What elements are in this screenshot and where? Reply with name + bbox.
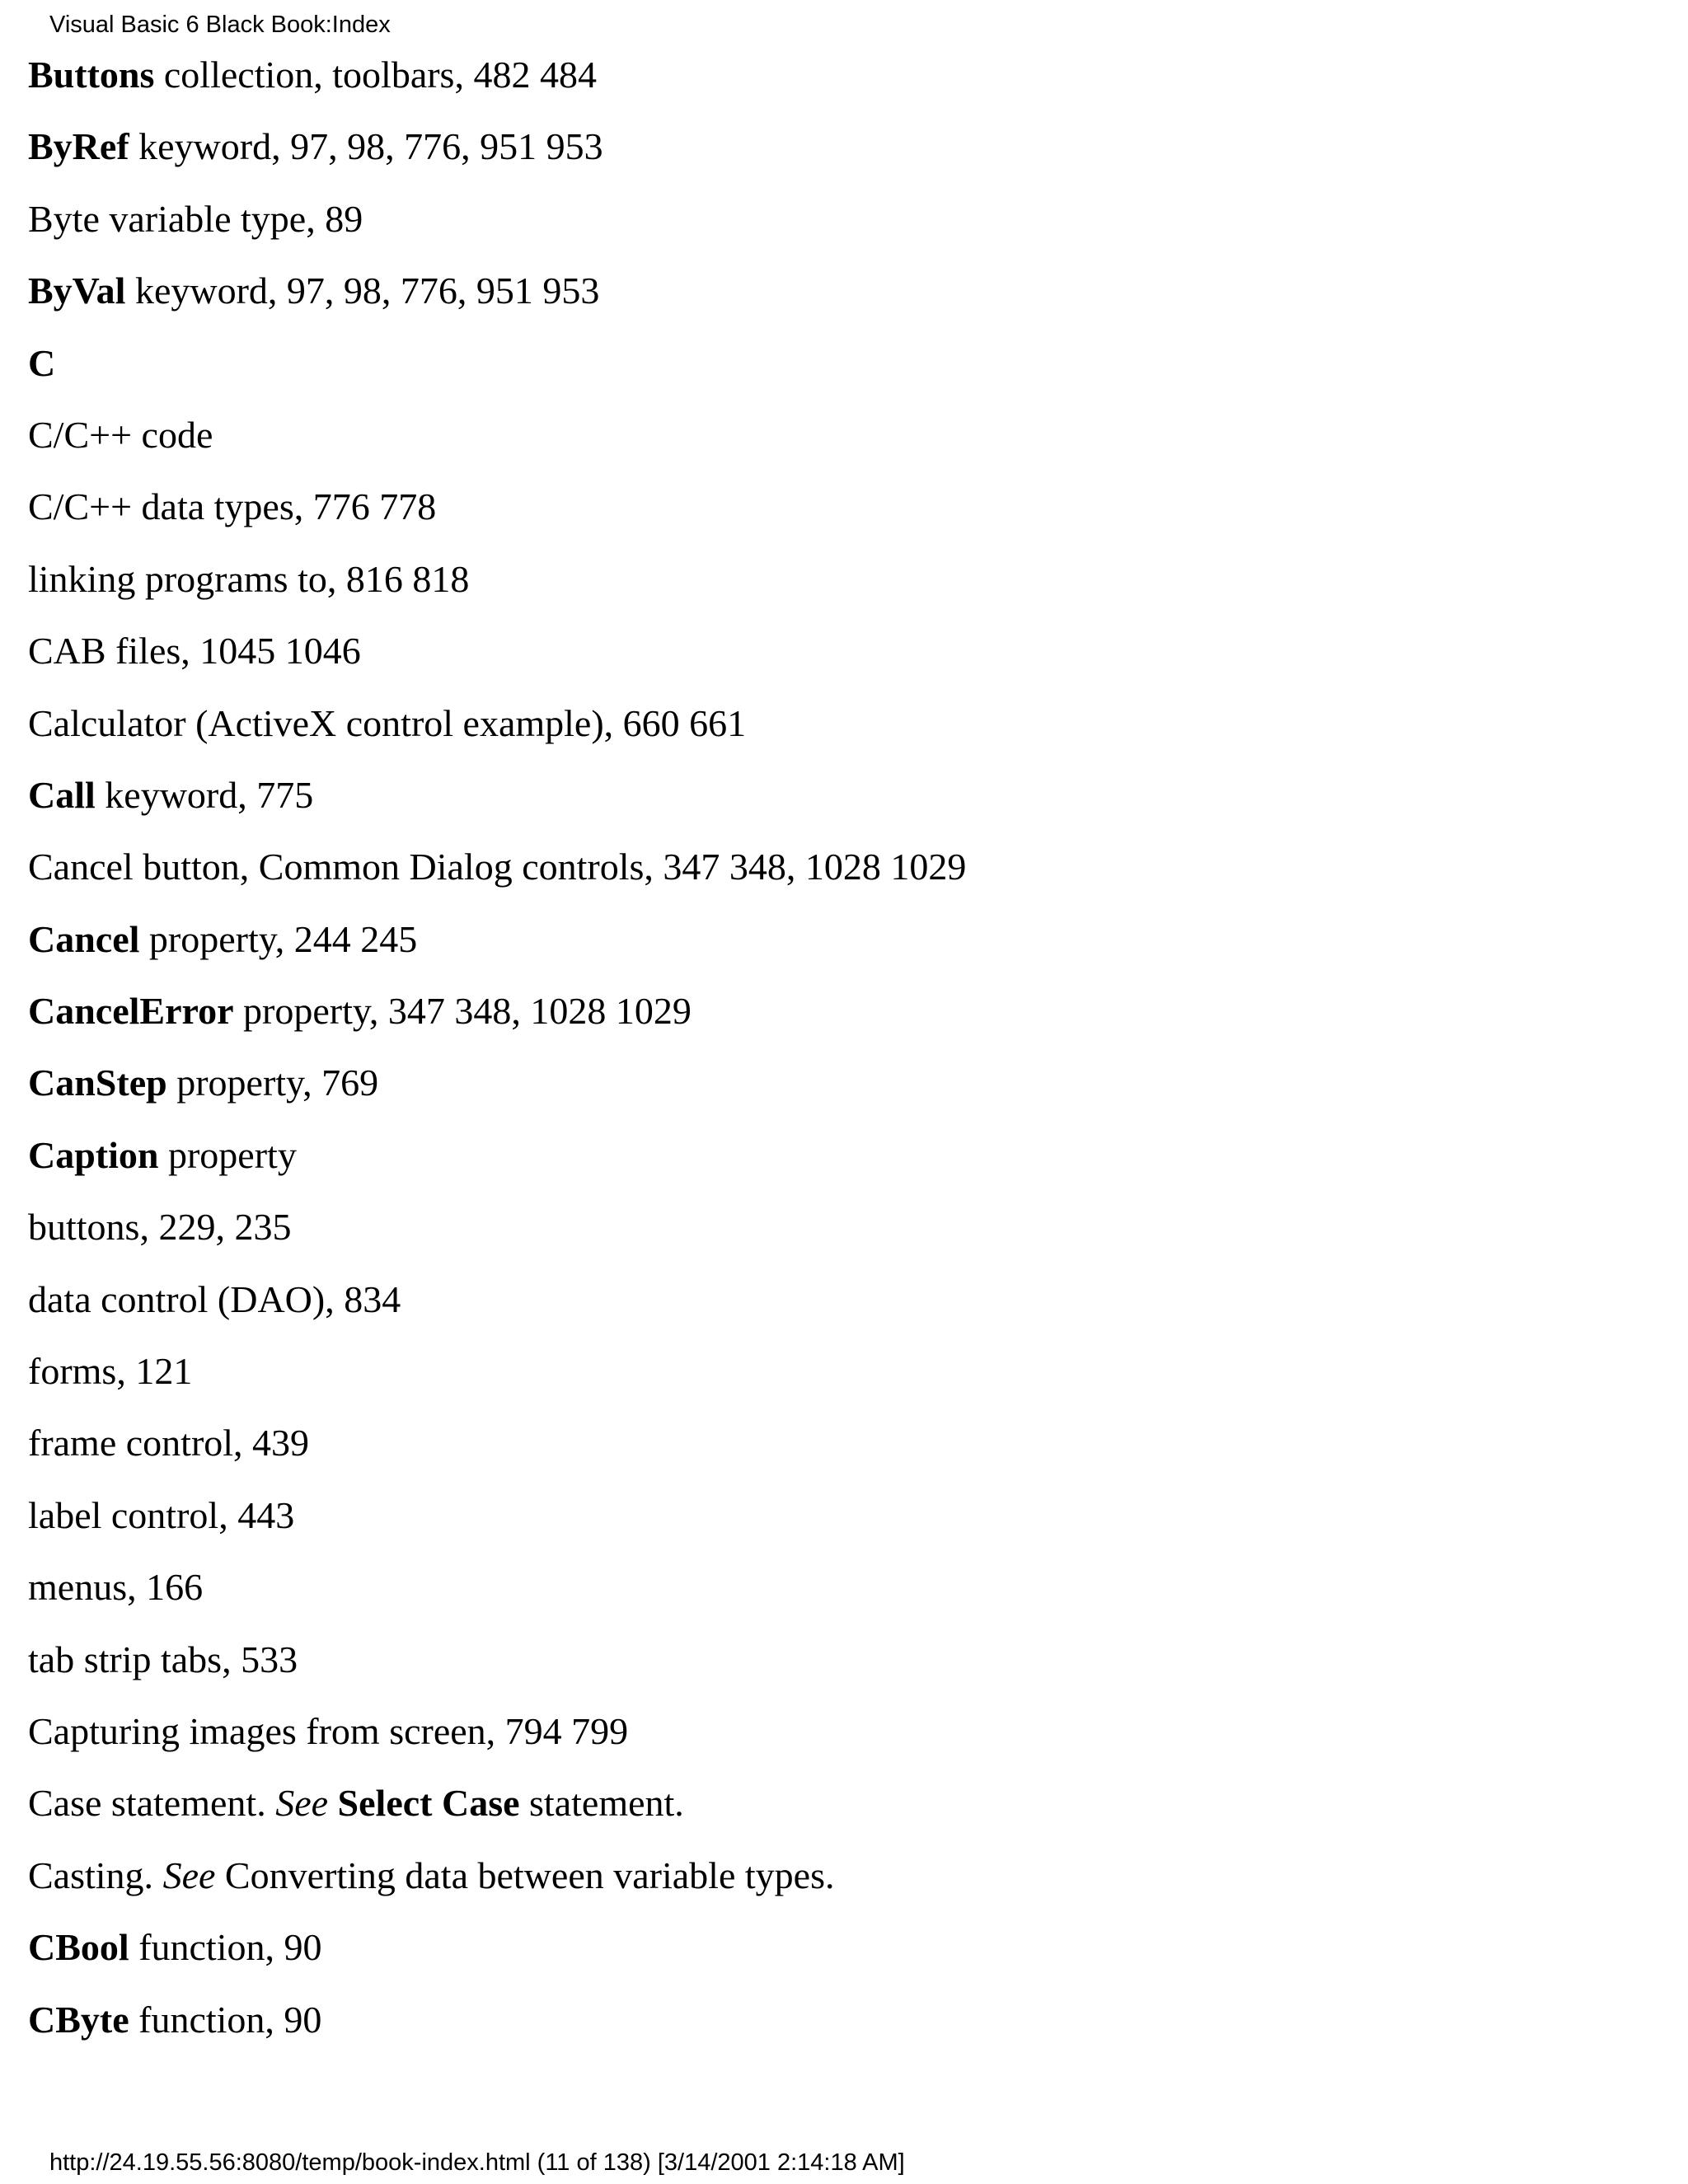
index-term-bold: CBool	[28, 1926, 129, 1969]
index-term-bold: Select Case	[337, 1782, 520, 1825]
index-entry-text: frame control, 439	[28, 1422, 310, 1465]
index-entry-text: Casting.	[28, 1854, 163, 1896]
index-entry	[28, 1852, 966, 1924]
index-entry-text: function, 90	[129, 1926, 322, 1969]
index-entry-text: keyword, 97, 98, 776, 951 953	[125, 269, 600, 312]
index-entry	[28, 1203, 966, 1275]
index-entry	[28, 1419, 966, 1491]
index-entry	[28, 771, 966, 843]
index-term-bold: CancelError	[28, 990, 234, 1033]
index-entry	[28, 916, 966, 987]
index-entry-text: C/C++ data types, 776 778	[28, 485, 437, 528]
index-term-bold: Call	[28, 773, 96, 816]
index-entry-text: Byte variable type, 89	[28, 197, 363, 240]
index-entry	[28, 483, 966, 555]
index-entry	[28, 1563, 966, 1635]
index-entry	[28, 627, 966, 699]
index-entry-text	[328, 1782, 338, 1824]
index-entry	[28, 1779, 966, 1851]
index-entry-text: label control, 443	[28, 1493, 295, 1536]
index-entry-text: C/C++ code	[28, 413, 213, 456]
index-entry-text: property, 347 348, 1028 1029	[233, 990, 692, 1033]
index-entry	[28, 1708, 966, 1779]
index-term-bold: ByVal	[28, 269, 126, 312]
index-entry	[28, 1636, 966, 1708]
index-entry	[28, 1924, 966, 1995]
index-term-bold: Buttons	[28, 54, 155, 96]
page-header-title: Visual Basic 6 Black Book:Index	[49, 12, 391, 38]
index-entry-text: Cancel button, Common Dialog controls, 347 348, 1028 1029	[28, 846, 967, 888]
index-entry-text: buttons, 229, 235	[28, 1206, 292, 1249]
index-term-bold: Cancel	[28, 917, 140, 960]
index-term-bold: C	[28, 341, 56, 384]
index-entry-text: Case statement.	[28, 1782, 276, 1825]
index-entry	[28, 123, 966, 194]
index-entry	[28, 340, 966, 411]
index-entry-text: property, 244 245	[139, 917, 418, 960]
index-entry-text: Calculator (ActiveX control example), 660 661	[28, 701, 747, 744]
index-entry	[28, 987, 966, 1059]
index-entry-text: Converting data between variable types.	[215, 1854, 835, 1896]
index-entry-text: forms, 121	[28, 1350, 193, 1393]
index-entry-text: function, 90	[129, 1998, 322, 2041]
index-term-bold: CanStep	[28, 1062, 167, 1104]
index-entry-text: Capturing images from screen, 794 799	[28, 1709, 629, 1752]
index-entry-text: property	[158, 1133, 297, 1176]
index-entry	[28, 411, 966, 483]
index-see-reference: See	[162, 1854, 216, 1896]
index-entry-text: keyword, 97, 98, 776, 951 953	[129, 125, 603, 168]
index-entry	[28, 843, 966, 915]
index-entry	[28, 1996, 966, 2068]
index-entry	[28, 1132, 966, 1203]
index-term-bold: Caption	[28, 1133, 159, 1176]
index-entry	[28, 195, 966, 267]
index-entry-text: tab strip tabs, 533	[28, 1638, 298, 1680]
index-list	[28, 51, 966, 2068]
index-entry	[28, 1347, 966, 1419]
index-entry	[28, 1492, 966, 1563]
index-entry	[28, 51, 966, 123]
index-entry-text: keyword, 775	[95, 773, 314, 816]
index-entry-text: property, 769	[166, 1062, 379, 1104]
index-entry-text: linking programs to, 816 818	[28, 557, 470, 600]
index-term-bold: CByte	[28, 1998, 129, 2041]
index-entry	[28, 700, 966, 771]
index-entry	[28, 555, 966, 627]
index-entry-text: statement.	[519, 1782, 684, 1825]
index-entry	[28, 1059, 966, 1131]
page-footer-url: http://24.19.55.56:8080/temp/book-index.html (11 of 138) [3/14/2001 2:14:18 AM]	[49, 2149, 905, 2176]
index-see-reference: See	[275, 1782, 329, 1825]
index-term-bold: ByRef	[28, 125, 129, 168]
index-entry-text: collection, toolbars, 482 484	[154, 54, 597, 96]
index-entry-text: data control (DAO), 834	[28, 1277, 401, 1320]
index-entry	[28, 1276, 966, 1347]
index-entry-text: menus, 166	[28, 1566, 204, 1609]
index-entry-text: CAB files, 1045 1046	[28, 630, 361, 673]
index-entry	[28, 267, 966, 339]
